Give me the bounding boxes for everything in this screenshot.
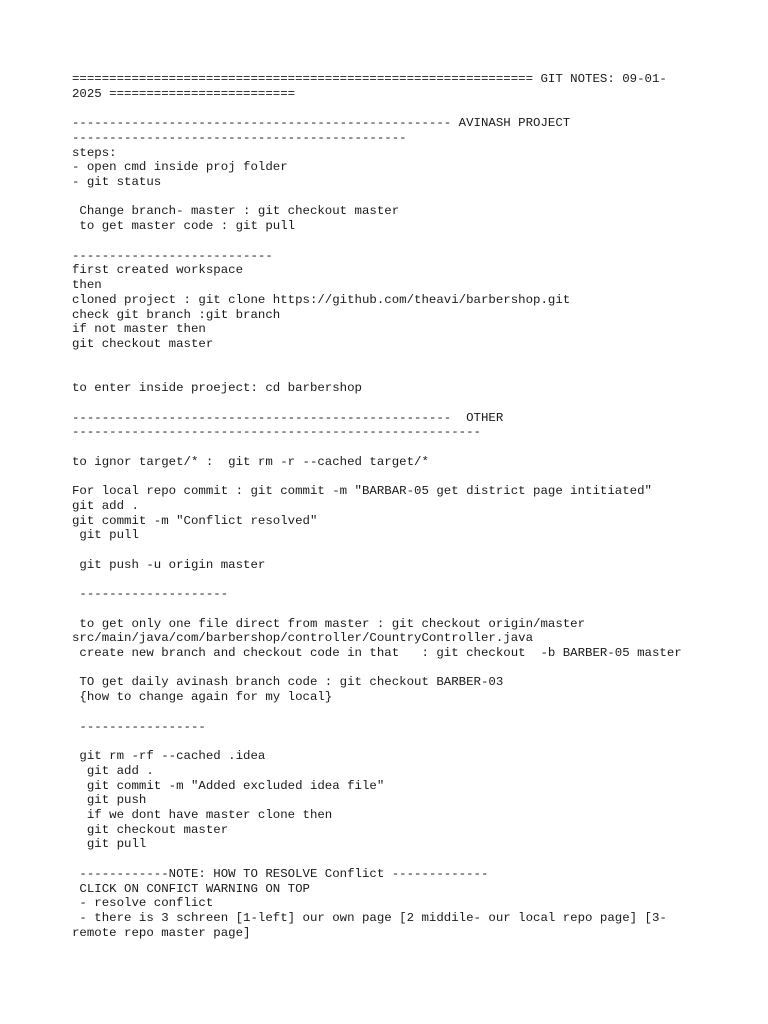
text-line [72,101,712,116]
text-line: Change branch- master : git checkout master [72,204,400,219]
text-line [72,572,712,587]
text-line [72,661,712,676]
text-line: git checkout master [72,336,214,351]
text-line: -------------------- [72,587,229,602]
text-line [72,190,712,205]
text-line: to enter inside proeject: cd barbershop [72,381,362,396]
text-line: 2025 ========================= [72,86,296,101]
text-line: git commit -m "Conflict resolved" [72,513,318,528]
text-line: - there is 3 schreen [1-left] our own page [2 middile- our local repo page] [3- [72,910,667,925]
text-line: --------------------------- [72,248,273,263]
text-line [72,602,712,617]
text-line: {how to change again for my local} [72,690,333,705]
text-line: remote repo master page] [72,925,251,940]
text-line: git checkout master [72,822,229,837]
text-line [72,705,712,720]
text-line: --------------------------------------------------- OTHER [72,410,504,425]
text-line: git add . [72,763,154,778]
text-line [72,352,712,367]
text-line: ------------------------------------------------------- [72,425,481,440]
text-line: ============================================================== GIT NOTES: 09-01- [72,72,667,86]
text-line: --------------------------------------------------- AVINASH PROJECT [72,116,571,131]
text-line: - open cmd inside proj folder [72,160,288,175]
text-line: then [72,278,102,293]
text-line: cloned project : git clone https://github.com/theavi/barbershop.git [72,292,571,307]
text-line: TO get daily avinash branch code : git checkout BARBER-03 [72,675,504,690]
text-line: ----------------- [72,719,206,734]
text-line [72,234,712,249]
text-line: CLICK ON CONFICT WARNING ON TOP [72,881,310,896]
text-line: git add . [72,498,139,513]
text-line: git push [72,793,147,808]
text-line: to ignor target/* : git rm -r --cached target/* [72,454,429,469]
text-line: first created workspace [72,263,244,278]
text-line: if we dont have master clone then [72,807,333,822]
text-line [72,396,712,411]
text-line [72,543,712,558]
text-line: - resolve conflict [72,896,214,911]
text-line: git commit -m "Added excluded idea file" [72,778,385,793]
text-line: create new branch and checkout code in that : git checkout -b BARBER-05 master [72,646,682,661]
text-line [72,366,712,381]
text-line: to get only one file direct from master : git checkout origin/master [72,616,586,631]
text-line: git pull [72,528,139,543]
text-line [72,734,712,749]
text-line: For local repo commit : git commit -m "BARBAR-05 get district page intitiated" [72,484,652,499]
text-line: git rm -rf --cached .idea [72,749,266,764]
text-line: to get master code : git pull [72,219,296,234]
text-line: --------------------------------------------- [72,130,407,145]
text-line: if not master then [72,322,206,337]
text-line: src/main/java/com/barbershop/controller/CountryController.java [72,631,534,646]
text-line: - git status [72,175,162,190]
document-page [72,72,712,940]
text-line: git push -u origin master [72,557,266,572]
text-line [72,440,712,455]
text-line [72,852,712,867]
text-line: steps: [72,145,117,160]
text-line: ------------NOTE: HOW TO RESOLVE Conflict ------------- [72,866,489,881]
text-line: git pull [72,837,147,852]
text-line [72,469,712,484]
text-line: check git branch :git branch [72,307,281,322]
